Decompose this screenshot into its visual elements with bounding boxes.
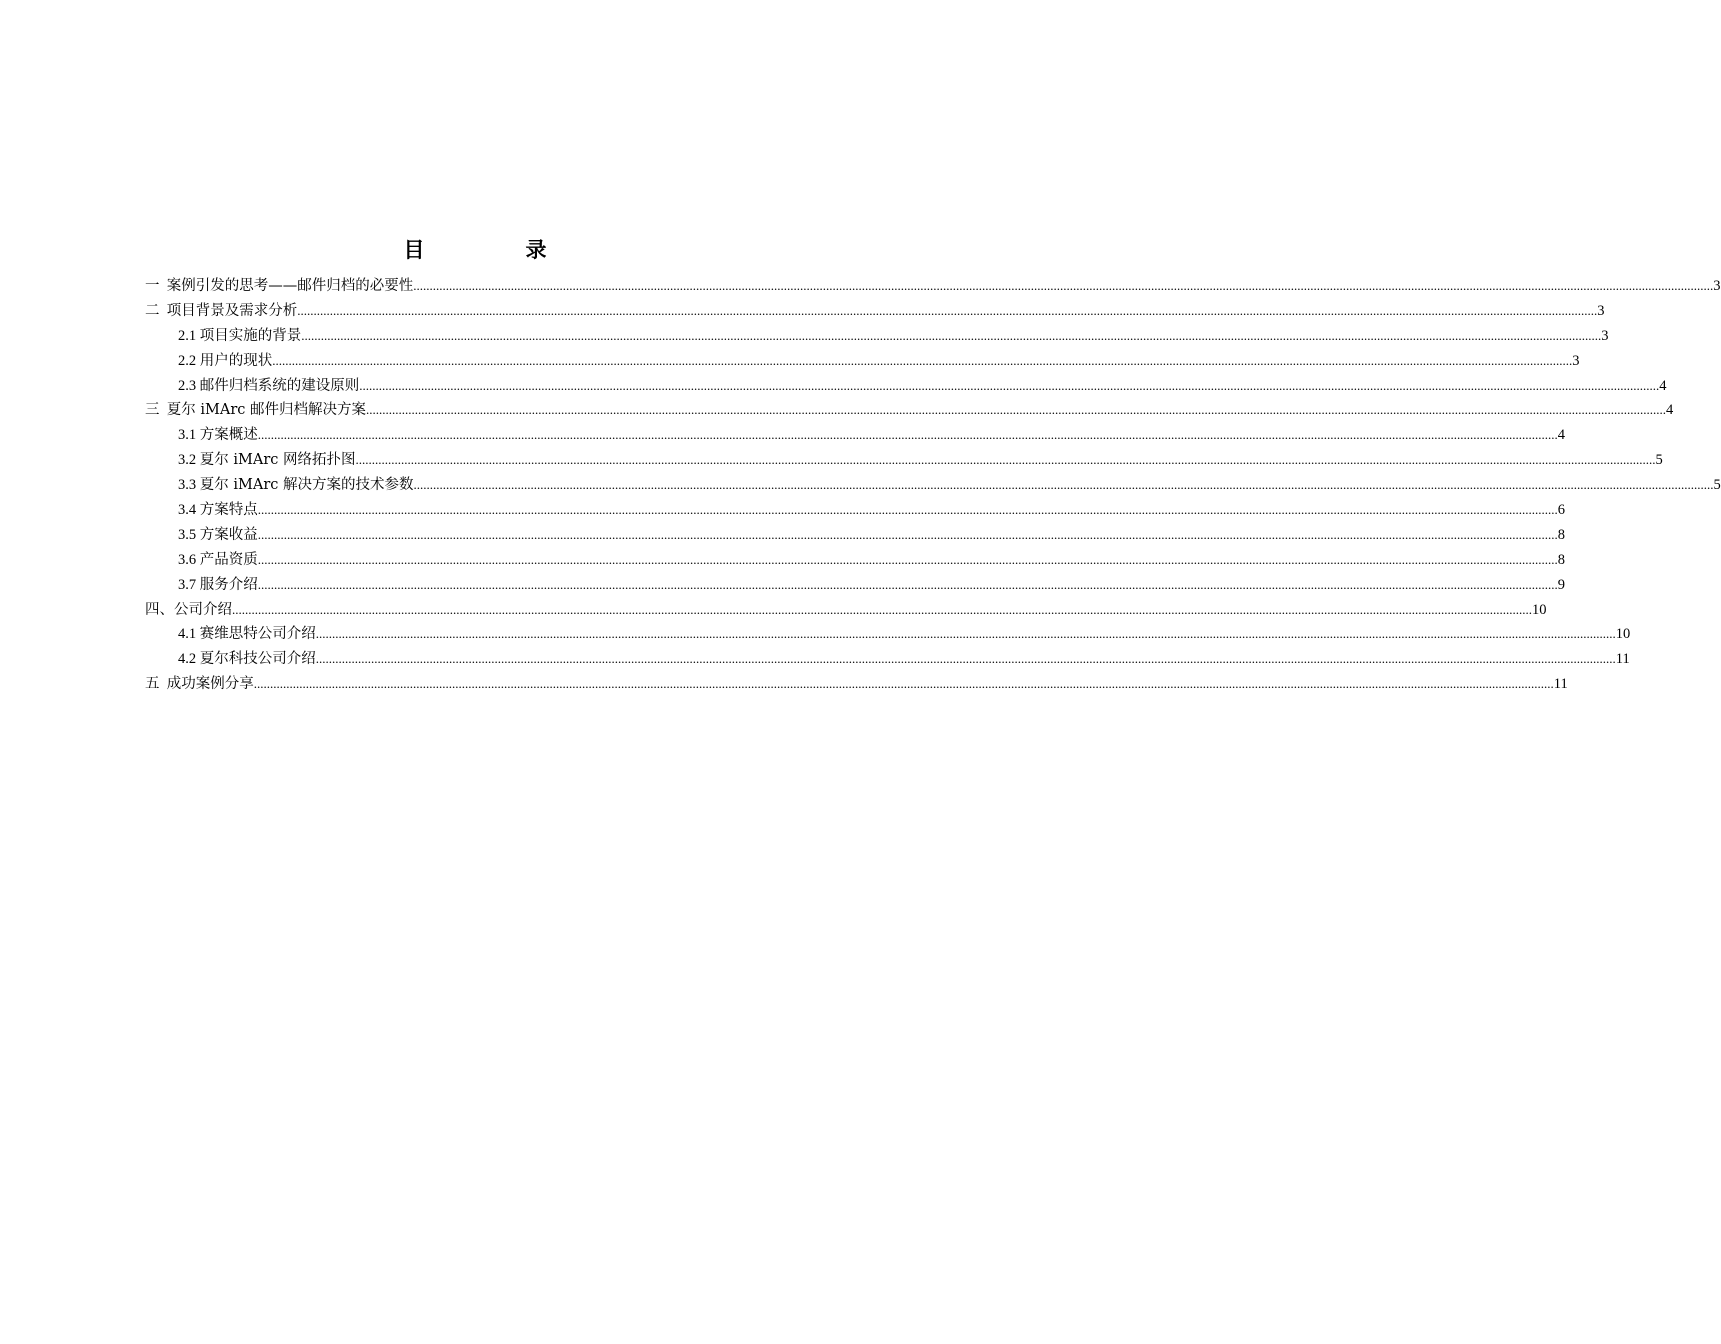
toc-entry[interactable] xyxy=(145,423,1565,448)
toc-entry-text: 公司介绍 xyxy=(174,601,232,618)
toc-entry-page: 10 xyxy=(1532,601,1547,618)
toc-entry-page: 3 xyxy=(1572,352,1580,369)
toc-entry-text: 项目背景及需求分析 xyxy=(166,302,298,319)
toc-leader-dots: ................................................................................................................................................................................................................................................................................................................................................................................................................ xyxy=(413,278,1714,293)
toc-entry-number: 3.6 xyxy=(178,551,200,568)
toc-entry-page: 3 xyxy=(1601,327,1609,344)
toc-entry[interactable] xyxy=(145,498,1565,523)
toc-entry-text: 用户的现状 xyxy=(199,352,273,369)
toc-entry-page: 3 xyxy=(1713,278,1721,294)
toc-leader-dots: ................................................................................................................................................................................................................................................................................................................................................................................................................ xyxy=(355,452,1656,468)
toc-leader-dots: ................................................................................................................................................................................................................................................................................................................................................................................................................ xyxy=(257,526,1558,542)
toc-entry-page: 8 xyxy=(1557,526,1565,543)
toc-leader-dots: ................................................................................................................................................................................................................................................................................................................................................................................................................ xyxy=(359,377,1660,393)
toc-entry-text: 产品资质 xyxy=(199,551,258,568)
toc-entry[interactable] xyxy=(145,672,1568,697)
toc-leader-dots: ................................................................................................................................................................................................................................................................................................................................................................................................................ xyxy=(257,576,1558,592)
toc-entry-text: 服务介绍 xyxy=(199,576,258,593)
toc-entry-page: 4 xyxy=(1659,377,1667,394)
toc-entry-page: 9 xyxy=(1557,576,1565,593)
table-of-contents xyxy=(145,274,1721,697)
toc-entry-number: 4.2 xyxy=(178,651,200,668)
toc-leader-dots: ................................................................................................................................................................................................................................................................................................................................................................................................................ xyxy=(297,302,1598,318)
toc-entry-number: 一 xyxy=(145,278,167,294)
toc-entry-number: 2.2 xyxy=(178,352,200,369)
toc-entry[interactable] xyxy=(145,299,1605,324)
toc-entry[interactable] xyxy=(145,398,1674,423)
toc-entry-page: 4 xyxy=(1557,427,1565,444)
toc-entry-text: 夏尔科技公司介绍 xyxy=(199,651,316,668)
toc-entry-number: 五 xyxy=(145,676,167,693)
toc-entry[interactable] xyxy=(145,349,1580,374)
toc-entry-text: 赛维思特公司介绍 xyxy=(199,626,316,643)
toc-entry-page: 11 xyxy=(1615,651,1630,668)
toc-entry[interactable] xyxy=(145,622,1631,647)
toc-title: 目 录 xyxy=(403,238,587,262)
toc-entry-number: 3.3 xyxy=(178,477,200,494)
toc-entry-number: 二 xyxy=(145,302,167,319)
toc-leader-dots: ................................................................................................................................................................................................................................................................................................................................................................................................................ xyxy=(272,352,1573,368)
toc-leader-dots: ................................................................................................................................................................................................................................................................................................................................................................................................................ xyxy=(257,427,1558,443)
toc-entry-text: 成功案例分享 xyxy=(166,676,254,693)
toc-entry-page: 6 xyxy=(1557,502,1565,519)
toc-entry-number: 2.1 xyxy=(178,327,200,344)
toc-entry-number: 3.4 xyxy=(178,502,200,519)
toc-leader-dots: ................................................................................................................................................................................................................................................................................................................................................................................................................ xyxy=(315,651,1616,667)
toc-entry[interactable] xyxy=(145,573,1565,598)
toc-entry-number: 四、 xyxy=(145,601,174,618)
toc-entry-text: 邮件归档系统的建设原则 xyxy=(199,377,360,394)
toc-leader-dots: ................................................................................................................................................................................................................................................................................................................................................................................................................ xyxy=(413,477,1714,493)
toc-entry-text: 夏尔 iMArc 网络拓扑图 xyxy=(199,452,356,469)
toc-entry-page: 11 xyxy=(1553,676,1568,693)
toc-entry-text: 项目实施的背景 xyxy=(199,327,302,344)
toc-entry-text: 方案概述 xyxy=(199,427,258,444)
toc-entry-number: 3.7 xyxy=(178,576,200,593)
toc-entry-number: 三 xyxy=(145,402,167,419)
toc-entry-text: 夏尔 iMArc 解决方案的技术参数 xyxy=(199,477,414,494)
toc-leader-dots: ................................................................................................................................................................................................................................................................................................................................................................................................................ xyxy=(365,402,1666,418)
toc-entry[interactable] xyxy=(145,473,1721,498)
toc-entry[interactable] xyxy=(145,548,1565,573)
toc-entry-text: 案例引发的思考——邮件归档的必要性 xyxy=(166,278,414,294)
toc-entry[interactable] xyxy=(145,598,1547,623)
toc-entry-page: 4 xyxy=(1665,402,1674,419)
toc-entry-number: 3.2 xyxy=(178,452,200,469)
toc-entry-number: 2.3 xyxy=(178,377,200,394)
toc-entry-page: 10 xyxy=(1615,626,1631,643)
toc-entry-text: 方案特点 xyxy=(199,502,258,519)
toc-entry-page: 3 xyxy=(1597,302,1605,319)
toc-entry[interactable] xyxy=(145,647,1630,672)
toc-entry[interactable] xyxy=(145,374,1667,399)
toc-entry-number: 3.1 xyxy=(178,427,200,444)
toc-entry-page: 5 xyxy=(1713,477,1721,494)
toc-entry[interactable] xyxy=(145,448,1663,473)
toc-leader-dots: ................................................................................................................................................................................................................................................................................................................................................................................................................ xyxy=(257,551,1558,567)
toc-entry[interactable] xyxy=(145,523,1565,548)
toc-entry-number: 3.5 xyxy=(178,526,200,543)
toc-leader-dots: ................................................................................................................................................................................................................................................................................................................................................................................................................ xyxy=(301,327,1602,343)
toc-leader-dots: ................................................................................................................................................................................................................................................................................................................................................................................................................ xyxy=(253,676,1554,692)
toc-entry-page: 8 xyxy=(1557,551,1565,568)
toc-entry-number: 4.1 xyxy=(178,626,200,643)
toc-entry-page: 5 xyxy=(1655,452,1663,469)
toc-leader-dots: ................................................................................................................................................................................................................................................................................................................................................................................................................ xyxy=(315,626,1616,642)
toc-entry[interactable] xyxy=(145,324,1609,349)
toc-entry[interactable] xyxy=(145,274,1721,299)
toc-entry-text: 夏尔 iMArc 邮件归档解决方案 xyxy=(166,402,366,419)
toc-leader-dots: ................................................................................................................................................................................................................................................................................................................................................................................................................ xyxy=(257,502,1558,518)
toc-leader-dots: ................................................................................................................................................................................................................................................................................................................................................................................................................ xyxy=(232,601,1532,617)
toc-entry-text: 方案收益 xyxy=(199,526,258,543)
